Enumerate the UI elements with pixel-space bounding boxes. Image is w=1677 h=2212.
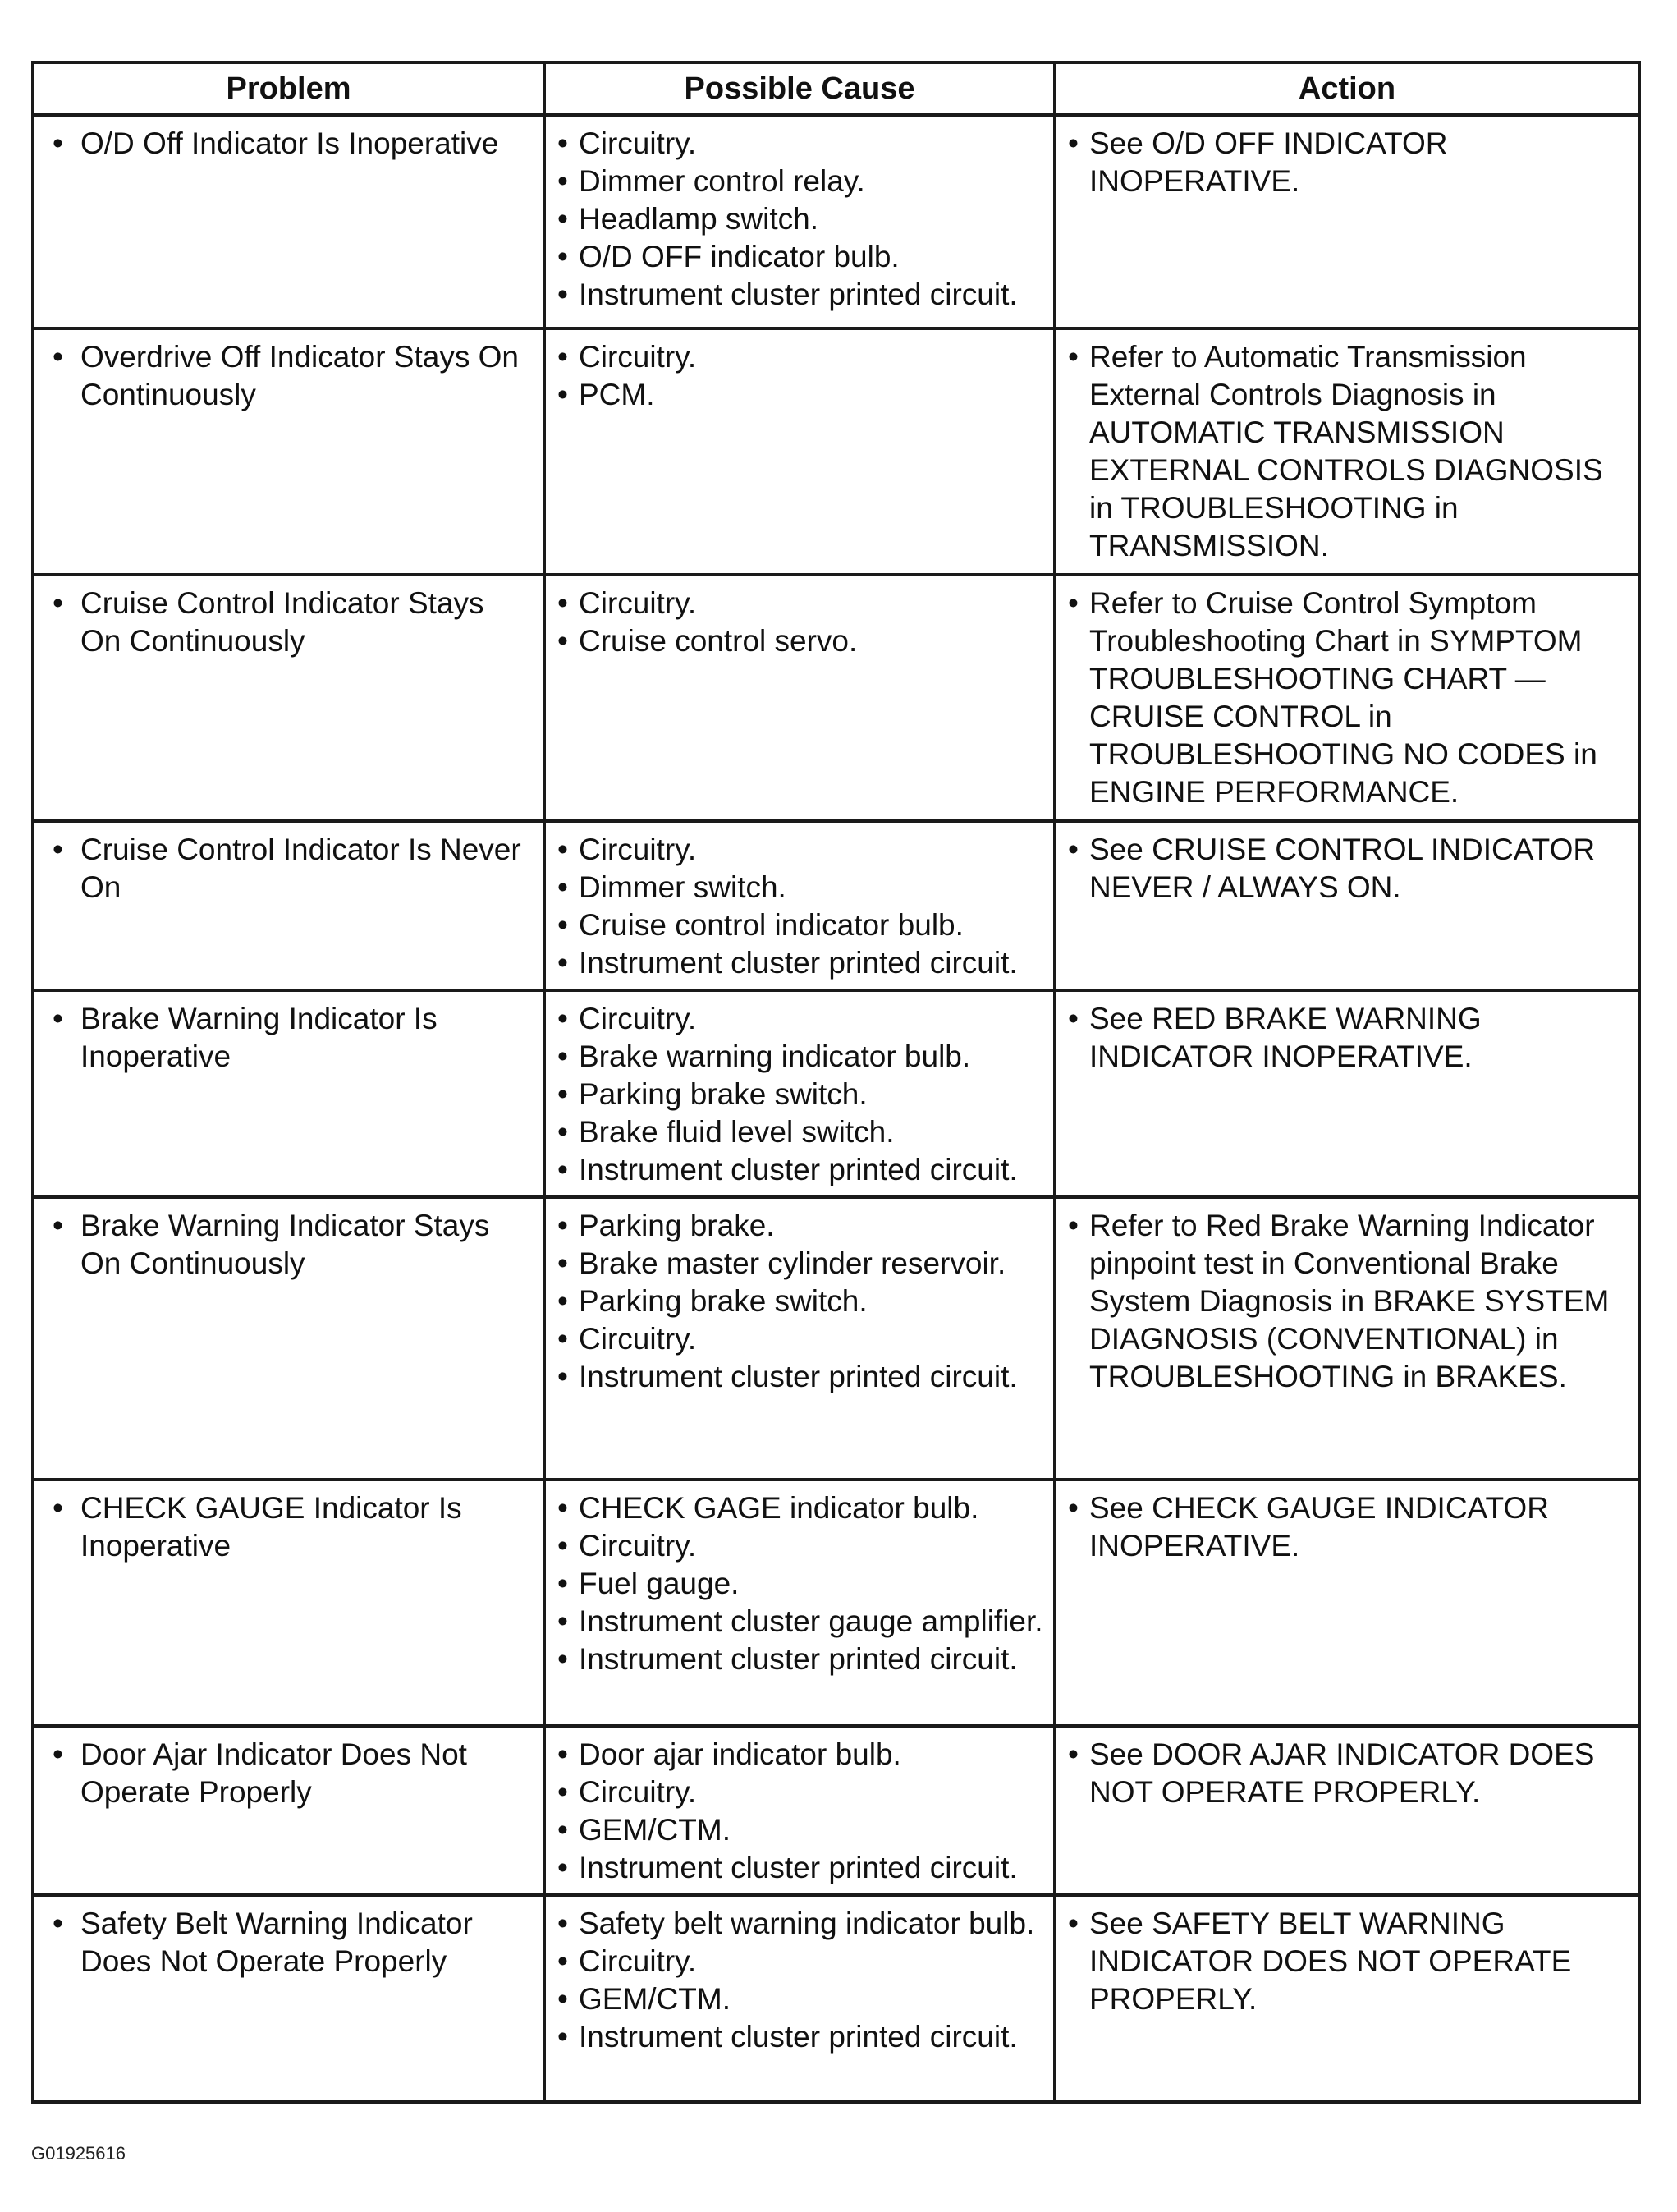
cause-item: • Circuitry. — [557, 1527, 1043, 1565]
cause-item: • Cruise control indicator bulb. — [557, 906, 1043, 944]
problem-cell — [33, 328, 544, 575]
cause-item: • O/D OFF indicator bulb. — [557, 238, 1043, 276]
problem-cell — [33, 1480, 544, 1726]
cause-item: • CHECK GAGE indicator bulb. — [557, 1489, 1043, 1527]
action-cell — [1055, 1480, 1639, 1726]
cause-item: • Dimmer control relay. — [557, 163, 1043, 200]
cause-item: • Instrument cluster printed circuit. — [557, 1849, 1043, 1887]
action-cell — [1055, 821, 1639, 990]
action-text: • Refer to Red Brake Warning Indicator pinpoint test in Conventional Brake System Diagnosis in BRAKE SYSTEM DIAGNOSIS (CONVENTIONAL) in TROUBLESHOOTING in BRAKES. — [1068, 1207, 1628, 1396]
cause-item: • Instrument cluster printed circuit. — [557, 1151, 1043, 1189]
problem-cell — [33, 1197, 544, 1480]
problem-text: • Safety Belt Warning Indicator Does Not Operate Properly — [46, 1905, 533, 1980]
header-problem: Problem — [33, 62, 544, 115]
header-row — [33, 62, 1639, 115]
problem-cell — [33, 990, 544, 1197]
action-cell — [1055, 1895, 1639, 2102]
problem-cell — [33, 1895, 544, 2102]
problem-text: • Brake Warning Indicator Stays On Continuously — [46, 1207, 533, 1283]
cause-item: • Instrument cluster printed circuit. — [557, 1641, 1043, 1678]
cause-item: • Cruise control servo. — [557, 622, 1043, 660]
table-row — [33, 990, 1639, 1197]
cause-item: • Circuitry. — [557, 831, 1043, 869]
cause-cell — [544, 115, 1055, 328]
cause-item: • Instrument cluster printed circuit. — [557, 2018, 1043, 2056]
cause-item: • Dimmer switch. — [557, 869, 1043, 906]
cause-item: • Parking brake switch. — [557, 1283, 1043, 1320]
table-row — [33, 821, 1639, 990]
action-cell — [1055, 1197, 1639, 1480]
cause-item: • Instrument cluster printed circuit. — [557, 1358, 1043, 1396]
action-cell — [1055, 328, 1639, 575]
cause-cell — [544, 575, 1055, 821]
cause-item: • Instrument cluster printed circuit. — [557, 944, 1043, 982]
cause-item: • GEM/CTM. — [557, 1811, 1043, 1849]
figure-code: G01925616 — [31, 2143, 126, 2164]
header-action: Action — [1055, 62, 1639, 115]
action-text: • Refer to Automatic Transmission External Controls Diagnosis in AUTOMATIC TRANSMISSION EXTERNAL CONTROLS DIAGNOSIS in TROUBLESHOOTING in TRANSMISSION. — [1068, 338, 1628, 565]
cause-item: • Door ajar indicator bulb. — [557, 1736, 1043, 1774]
problem-text: • Cruise Control Indicator Is Never On — [46, 831, 533, 906]
action-text: • See RED BRAKE WARNING INDICATOR INOPERATIVE. — [1068, 1000, 1628, 1076]
troubleshooting-table — [31, 61, 1641, 2104]
problem-cell — [33, 575, 544, 821]
cause-item: • Circuitry. — [557, 125, 1043, 163]
cause-item: • Parking brake. — [557, 1207, 1043, 1245]
problem-text: • Brake Warning Indicator Is Inoperative — [46, 1000, 533, 1076]
cause-cell — [544, 990, 1055, 1197]
cause-cell — [544, 1726, 1055, 1895]
action-text: • See DOOR AJAR INDICATOR DOES NOT OPERATE PROPERLY. — [1068, 1736, 1628, 1811]
cause-cell — [544, 328, 1055, 575]
problem-text: • CHECK GAUGE Indicator Is Inoperative — [46, 1489, 533, 1565]
action-text: • See CHECK GAUGE INDICATOR INOPERATIVE. — [1068, 1489, 1628, 1565]
table-row — [33, 328, 1639, 575]
cause-item: • Circuitry. — [557, 1943, 1043, 1980]
action-text: • Refer to Cruise Control Symptom Troubleshooting Chart in SYMPTOM TROUBLESHOOTING CHART — CRUISE CONTROL in TROUBLESHOOTING NO CODES in ENGINE PERFORMANCE. — [1068, 585, 1628, 811]
action-cell — [1055, 1726, 1639, 1895]
action-text: • See O/D OFF INDICATOR INOPERATIVE. — [1068, 125, 1628, 200]
cause-item: • Fuel gauge. — [557, 1565, 1043, 1603]
action-text: • See CRUISE CONTROL INDICATOR NEVER / ALWAYS ON. — [1068, 831, 1628, 906]
cause-item: • Brake fluid level switch. — [557, 1113, 1043, 1151]
problem-text: • Cruise Control Indicator Stays On Continuously — [46, 585, 533, 660]
cause-item: • Circuitry. — [557, 1320, 1043, 1358]
problem-text: • O/D Off Indicator Is Inoperative — [46, 125, 533, 163]
cause-cell — [544, 821, 1055, 990]
cause-item: • Instrument cluster printed circuit. — [557, 276, 1043, 314]
header-possible-cause: Possible Cause — [544, 62, 1055, 115]
problem-cell — [33, 821, 544, 990]
table-row — [33, 575, 1639, 821]
problem-text: • Door Ajar Indicator Does Not Operate Properly — [46, 1736, 533, 1811]
table-row — [33, 1480, 1639, 1726]
cause-item: • Instrument cluster gauge amplifier. — [557, 1603, 1043, 1641]
cause-item: • Brake warning indicator bulb. — [557, 1038, 1043, 1076]
action-cell — [1055, 990, 1639, 1197]
cause-item: • Safety belt warning indicator bulb. — [557, 1905, 1043, 1943]
cause-item: • Circuitry. — [557, 585, 1043, 622]
cause-cell — [544, 1480, 1055, 1726]
cause-item: • Headlamp switch. — [557, 200, 1043, 238]
table-row — [33, 1726, 1639, 1895]
action-cell — [1055, 575, 1639, 821]
cause-item: • Circuitry. — [557, 1774, 1043, 1811]
cause-cell — [544, 1197, 1055, 1480]
cause-item: • Circuitry. — [557, 338, 1043, 376]
cause-item: • PCM. — [557, 376, 1043, 414]
table-row — [33, 1197, 1639, 1480]
cause-item: • Parking brake switch. — [557, 1076, 1043, 1113]
action-text: • See SAFETY BELT WARNING INDICATOR DOES NOT OPERATE PROPERLY. — [1068, 1905, 1628, 2018]
cause-item: • GEM/CTM. — [557, 1980, 1043, 2018]
cause-item: • Circuitry. — [557, 1000, 1043, 1038]
problem-cell — [33, 115, 544, 328]
table-row — [33, 115, 1639, 328]
cause-cell — [544, 1895, 1055, 2102]
problem-cell — [33, 1726, 544, 1895]
action-cell — [1055, 115, 1639, 328]
table-row — [33, 1895, 1639, 2102]
cause-item: • Brake master cylinder reservoir. — [557, 1245, 1043, 1283]
problem-text: • Overdrive Off Indicator Stays On Continuously — [46, 338, 533, 414]
